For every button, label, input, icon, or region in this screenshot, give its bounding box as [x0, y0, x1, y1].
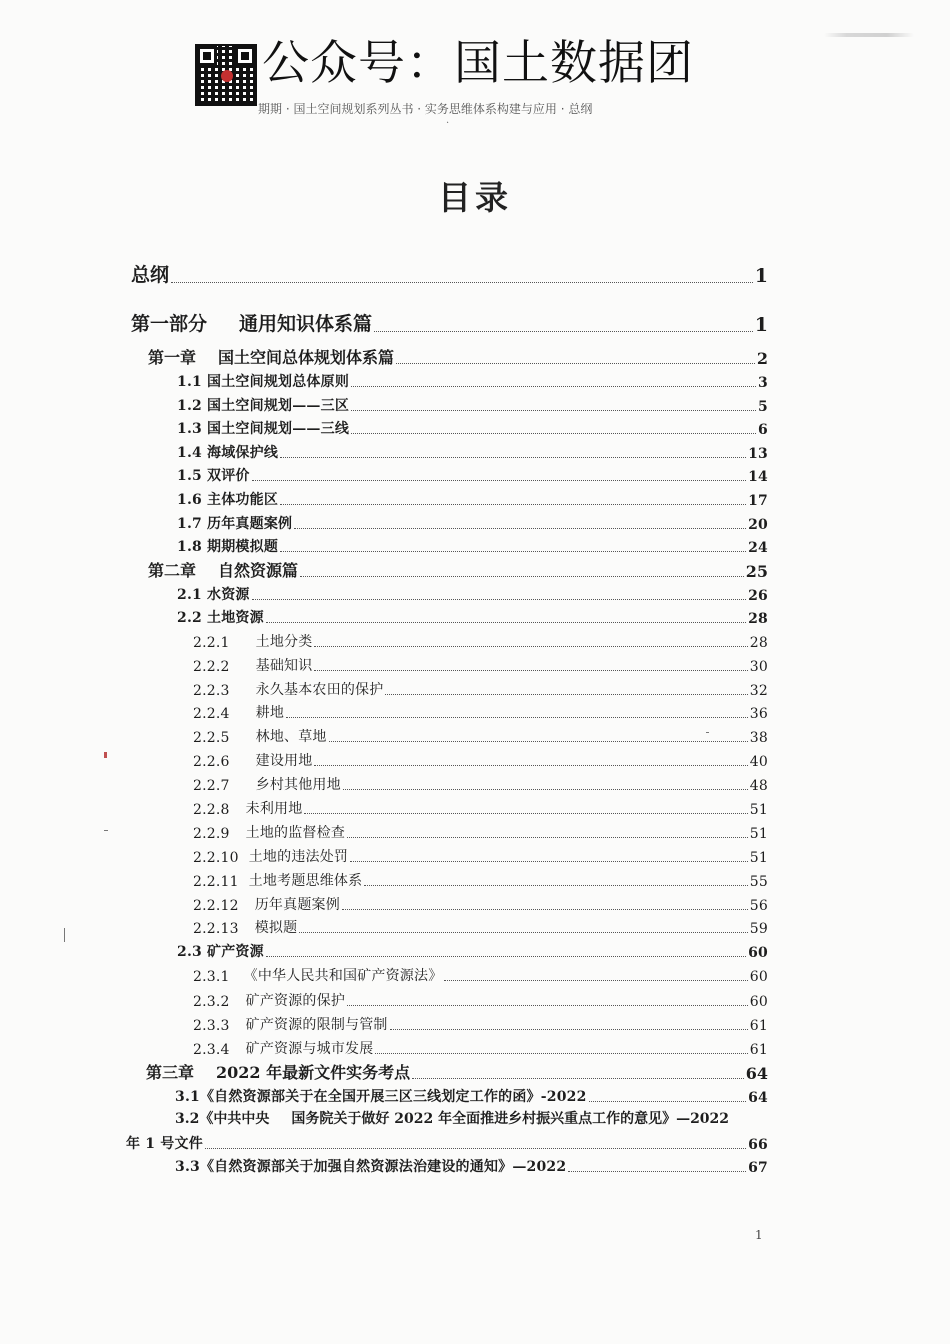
- toc-entry[interactable]: 2.3 矿产资源 60: [177, 944, 768, 961]
- toc-entry[interactable]: 1.4 海域保护线 13: [177, 445, 768, 462]
- toc-entry[interactable]: 总纲 1: [131, 264, 768, 287]
- toc-entry[interactable]: 2.2 土地资源 28: [177, 610, 768, 627]
- toc-entry[interactable]: 2.1 水资源 26: [177, 587, 768, 604]
- toc-entry[interactable]: 2.3.3 矿产资源的限制与管制 61: [193, 1017, 768, 1034]
- toc-entry[interactable]: 1.5 双评价 14: [177, 468, 768, 485]
- toc-entry[interactable]: 1.1 国土空间规划总体原则 3: [177, 374, 768, 391]
- toc-entry[interactable]: 2.2.6 建设用地 40: [193, 753, 768, 770]
- toc-entry[interactable]: 年 1 号文件 66: [126, 1136, 768, 1153]
- brand-watermark: 公众号：国土数据团: [262, 36, 694, 91]
- running-head: 期期 · 国土空间规划系列丛书 · 实务思维体系构建与应用 · 总纲: [258, 102, 593, 116]
- toc-entry-wrapped[interactable]: 3.2《中共中央 国务院关于做好 2022 年全面推进乡村振兴重点工作的意见》—2022: [175, 1111, 730, 1127]
- running-head-dot: ·: [446, 118, 450, 129]
- toc-entry[interactable]: 2.3.1 《中华人民共和国矿产资源法》 60: [193, 968, 768, 985]
- toc-entry[interactable]: 3.1《自然资源部关于在全国开展三区三线划定工作的函》-2022 64: [175, 1089, 768, 1106]
- toc-entry[interactable]: 2.2.4 耕地 36: [193, 705, 768, 722]
- toc-entry[interactable]: 2.2.11 土地考题思维体系 55: [193, 873, 768, 890]
- toc-entry[interactable]: 2.2.7 乡村其他用地 48: [193, 777, 768, 794]
- toc-entry[interactable]: 1.8 期期模拟题 24: [177, 539, 768, 556]
- toc-entry[interactable]: 1.7 历年真题案例 20: [177, 516, 768, 533]
- toc-entry[interactable]: 1.2 国土空间规划——三区 5: [177, 398, 768, 415]
- toc-entry[interactable]: 3.3《自然资源部关于加强自然资源法治建设的通知》—2022 67: [175, 1159, 768, 1176]
- toc-entry[interactable]: 1.6 主体功能区 17: [177, 492, 768, 509]
- toc-entry[interactable]: 1.3 国土空间规划——三线 6: [177, 421, 768, 438]
- toc-entry[interactable]: 2.2.5 林地、草地 38: [193, 729, 768, 746]
- toc-entry[interactable]: 第一部分 通用知识体系篇 1: [131, 313, 768, 336]
- toc-entry[interactable]: 2.2.9 土地的监督检查 51: [193, 825, 768, 842]
- toc-entry[interactable]: 2.2.8 未利用地 51: [193, 801, 768, 818]
- toc-entry[interactable]: 2.2.2 基础知识 30: [193, 658, 768, 675]
- toc-entry[interactable]: 2.2.13 模拟题 59: [193, 920, 768, 937]
- page-number: 1: [755, 1228, 763, 1242]
- toc-entry[interactable]: 第一章 国土空间总体规划体系篇 2: [148, 348, 768, 368]
- toc-entry[interactable]: 2.2.3 永久基本农田的保护 32: [193, 682, 768, 699]
- toc-entry[interactable]: 2.2.1 土地分类 28: [193, 634, 768, 651]
- toc-entry[interactable]: 第三章 2022 年最新文件实务考点 64: [146, 1063, 768, 1083]
- toc-entry[interactable]: 2.2.12 历年真题案例 56: [193, 897, 768, 914]
- toc-entry[interactable]: 第二章 自然资源篇 25: [148, 561, 768, 581]
- toc-entry[interactable]: 2.3.2 矿产资源的保护 60: [193, 993, 768, 1010]
- page-title: 目录: [438, 178, 512, 217]
- toc-entry[interactable]: 2.2.10 土地的违法处罚 51: [193, 849, 768, 866]
- toc-entry[interactable]: 2.3.4 矿产资源与城市发展 61: [193, 1041, 768, 1058]
